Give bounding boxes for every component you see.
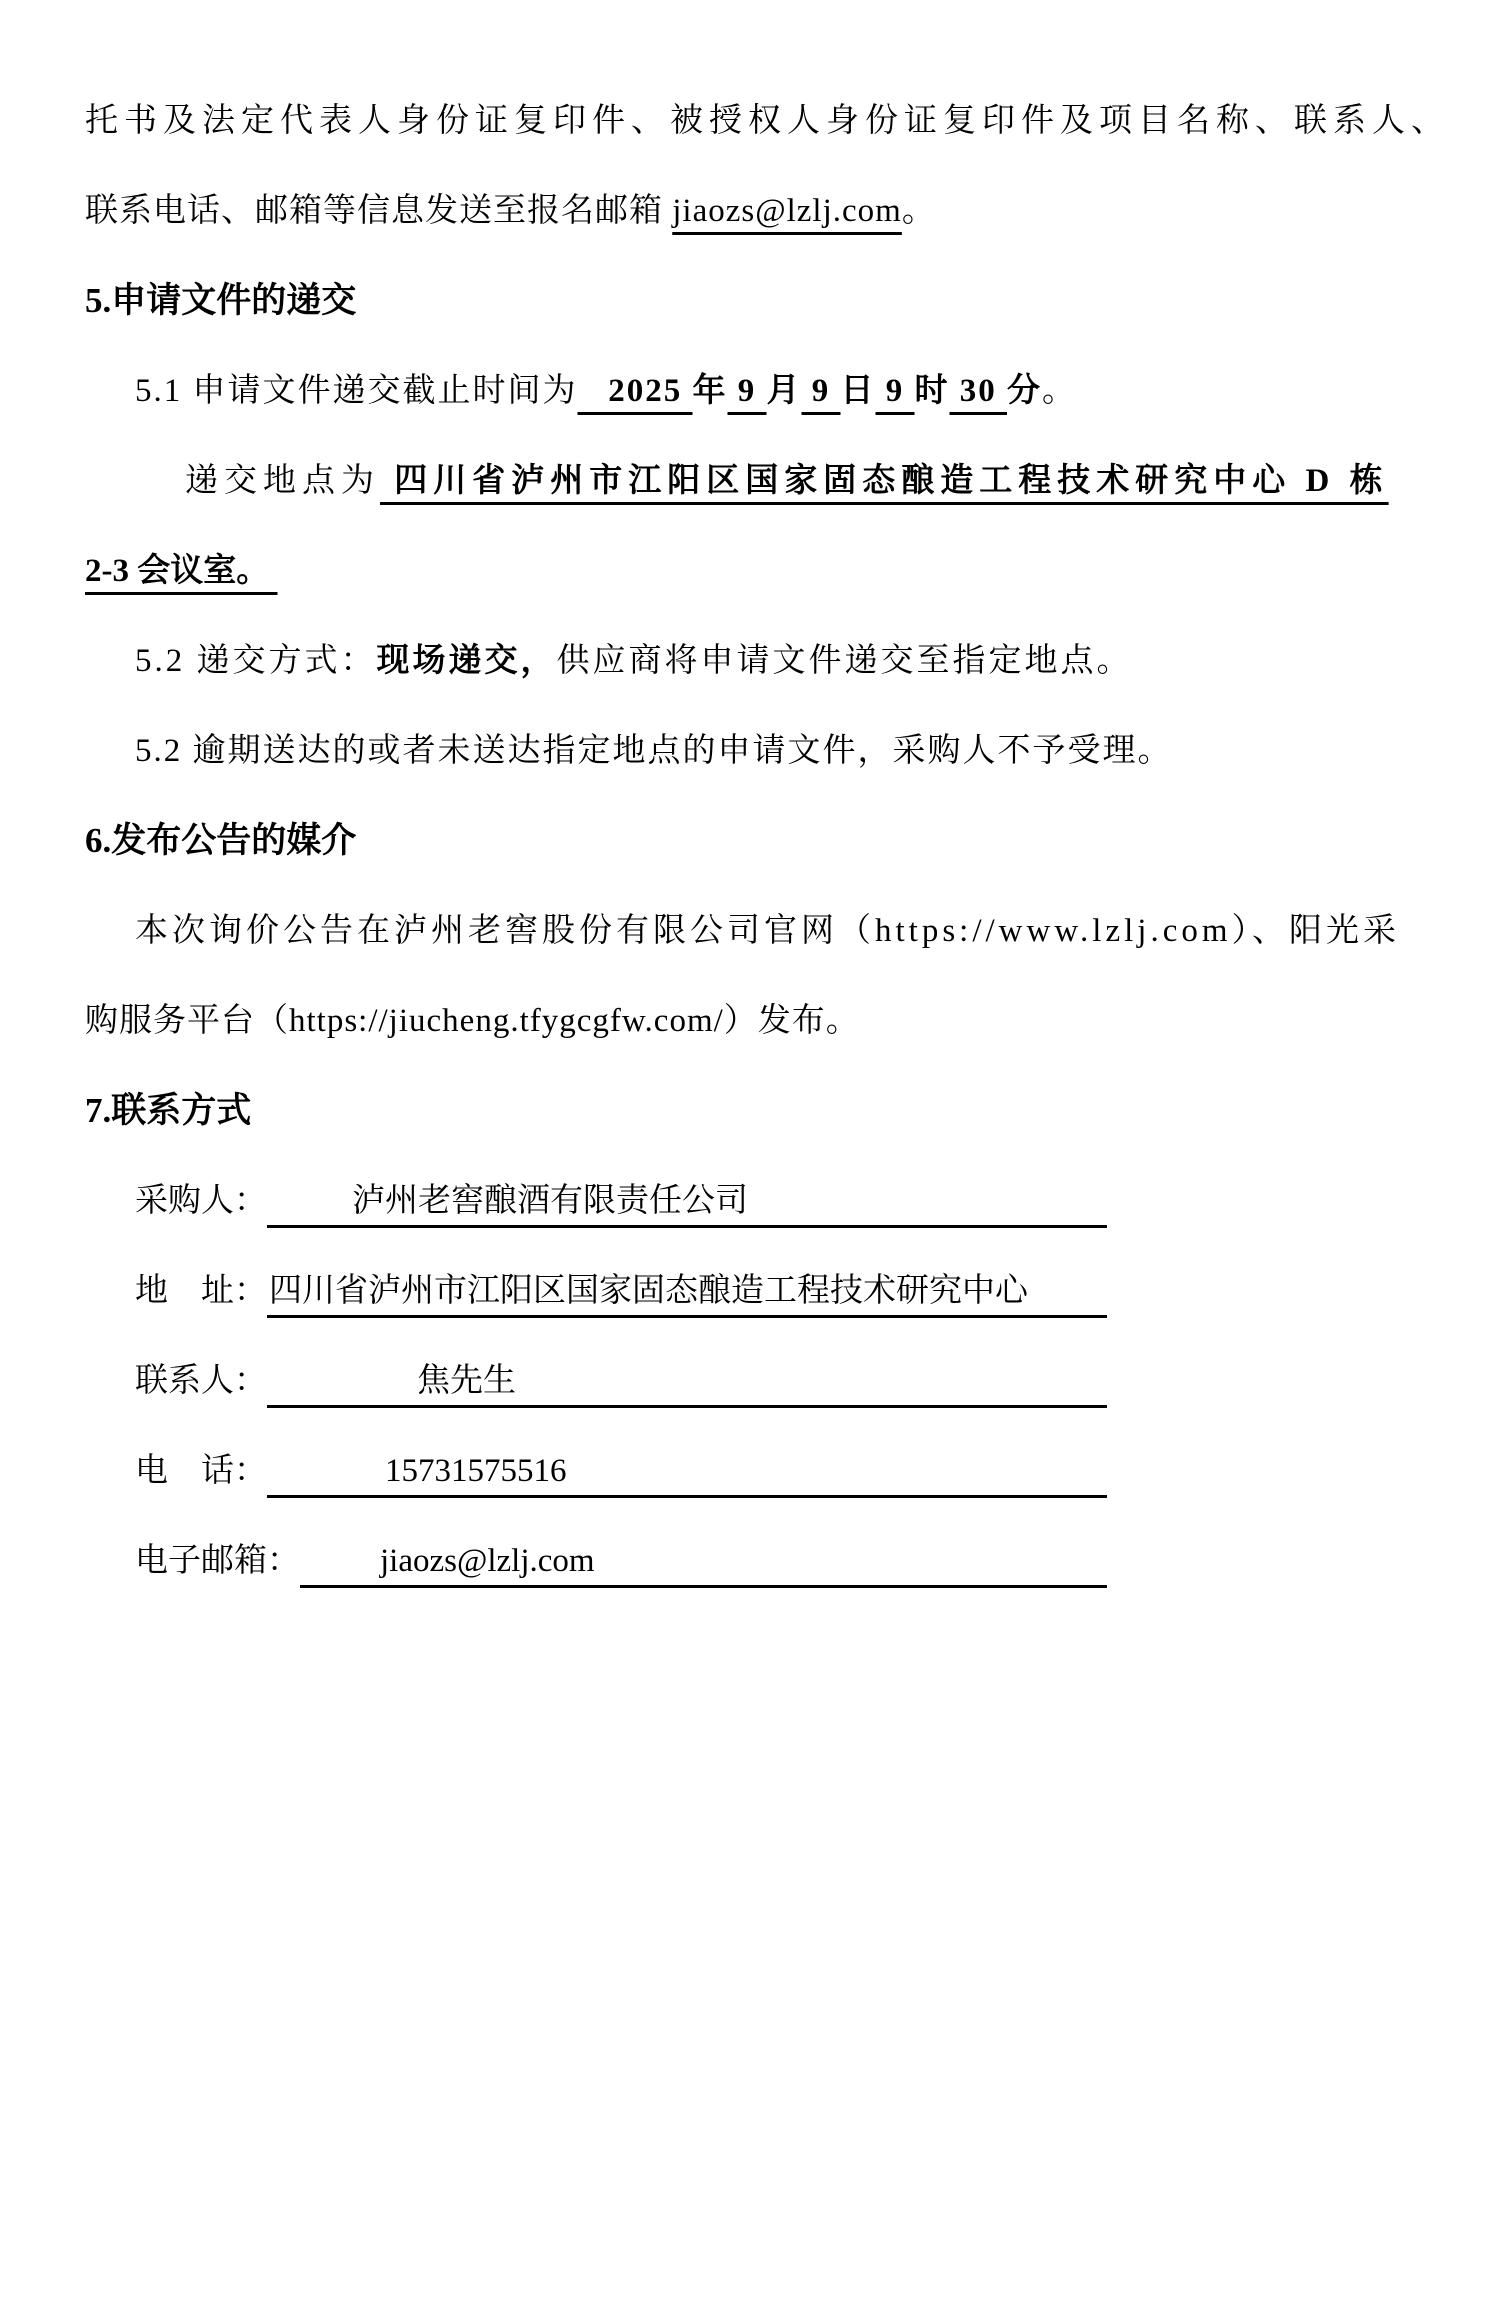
line-5-1-deadline-seg-5: 9	[801, 373, 841, 409]
field-contact-person-underline	[267, 1336, 1107, 1408]
document-lines	[85, 76, 1450, 1606]
heading-section-6	[85, 796, 1415, 886]
heading-section-7	[85, 1066, 1415, 1156]
line-5-1-deadline-seg-0: 5.1 申请文件递交截止时间为	[135, 373, 578, 409]
line-5-1-deadline-seg-7: 9	[875, 373, 915, 409]
field-email	[135, 1516, 1415, 1606]
para-authorization-line2-seg-1: jiaozs@lzlj.com	[672, 193, 902, 229]
heading-section-5	[85, 256, 1415, 346]
line-5-2-method-seg-2: 供应商将申请文件递交至指定地点。	[556, 643, 1133, 679]
field-phone-label: 电 话：	[135, 1453, 267, 1489]
line-5-1-deadline-seg-2: 年	[692, 373, 728, 409]
field-email-underline	[300, 1516, 1107, 1588]
field-contact-person	[135, 1336, 1415, 1426]
para-authorization-line1	[85, 76, 1450, 166]
field-phone-underline	[267, 1426, 1107, 1498]
para-media-line2	[85, 976, 1415, 1066]
field-purchaser-value: 泸州老窖酿酒有限责任公司	[352, 1183, 748, 1219]
line-delivery-place-cont-seg-0: 2-3 会议室。	[85, 553, 278, 589]
line-5-1-deadline-seg-8: 时	[914, 373, 950, 409]
line-5-2-overdue	[85, 706, 1415, 796]
field-email-value: jiaozs@lzlj.com	[380, 1543, 595, 1579]
line-5-1-deadline-seg-4: 月	[766, 373, 802, 409]
field-address-value: 四川省泸州市江阳区国家固态酿造工程技术研究中心	[269, 1273, 1028, 1309]
line-delivery-place-cont	[85, 526, 1415, 616]
line-5-2-method	[85, 616, 1415, 706]
para-authorization-line1-seg-0: 托书及法定代表人身份证复印件、被授权人身份证复印件及项目名称、联系人、	[85, 103, 1450, 139]
heading-section-5-seg-0: 5.申请文件的递交	[85, 281, 357, 320]
field-phone	[135, 1426, 1415, 1516]
para-authorization-line2-seg-2: 。	[901, 193, 936, 229]
line-5-1-deadline-seg-10: 分	[1007, 373, 1042, 409]
field-phone-value: 15731575516	[385, 1453, 567, 1489]
field-email-label: 电子邮箱：	[135, 1543, 300, 1579]
field-address-underline	[267, 1246, 1107, 1318]
para-authorization-line2	[85, 166, 1415, 256]
heading-section-6-seg-0: 6.发布公告的媒介	[85, 821, 357, 860]
line-delivery-place	[85, 436, 1415, 526]
field-contact-person-value: 焦先生	[417, 1363, 516, 1399]
field-address-label: 地 址：	[135, 1273, 267, 1309]
line-5-2-method-seg-1: 现场递交，	[376, 643, 557, 679]
line-5-1-deadline-seg-3: 9	[727, 373, 767, 409]
line-delivery-place-seg-1: 四川省泸州市江阳区国家固态酿造工程技术研究中心 D 栋	[380, 463, 1389, 499]
heading-section-7-seg-0: 7.联系方式	[85, 1091, 252, 1130]
para-media-line1-seg-0: 本次询价公告在泸州老窖股份有限公司官网（https://www.lzlj.com）、阳光采	[135, 913, 1401, 949]
field-purchaser-underline	[267, 1156, 1107, 1228]
field-contact-person-label: 联系人：	[135, 1363, 267, 1399]
para-media-line1	[85, 886, 1415, 976]
line-5-1-deadline-seg-11: 。	[1042, 373, 1077, 409]
field-address	[135, 1246, 1415, 1336]
line-5-1-deadline-seg-9: 30	[949, 373, 1007, 409]
line-5-2-overdue-seg-0: 5.2 逾期送达的或者未送达指定地点的申请文件，采购人不予受理。	[135, 733, 1173, 769]
para-authorization-line2-seg-0: 联系电话、邮箱等信息发送至报名邮箱	[85, 193, 673, 229]
line-5-1-deadline	[85, 346, 1415, 436]
field-purchaser	[135, 1156, 1415, 1246]
line-5-1-deadline-seg-6: 日	[840, 373, 876, 409]
line-5-1-deadline-seg-1: 2025	[577, 373, 693, 409]
line-delivery-place-seg-0: 递交地点为	[185, 463, 380, 499]
para-media-line2-seg-0: 购服务平台（https://jiucheng.tfygcgfw.com/）发布。	[85, 1003, 860, 1039]
line-5-2-method-seg-0: 5.2 递交方式：	[135, 643, 377, 679]
field-purchaser-label: 采购人：	[135, 1183, 267, 1219]
